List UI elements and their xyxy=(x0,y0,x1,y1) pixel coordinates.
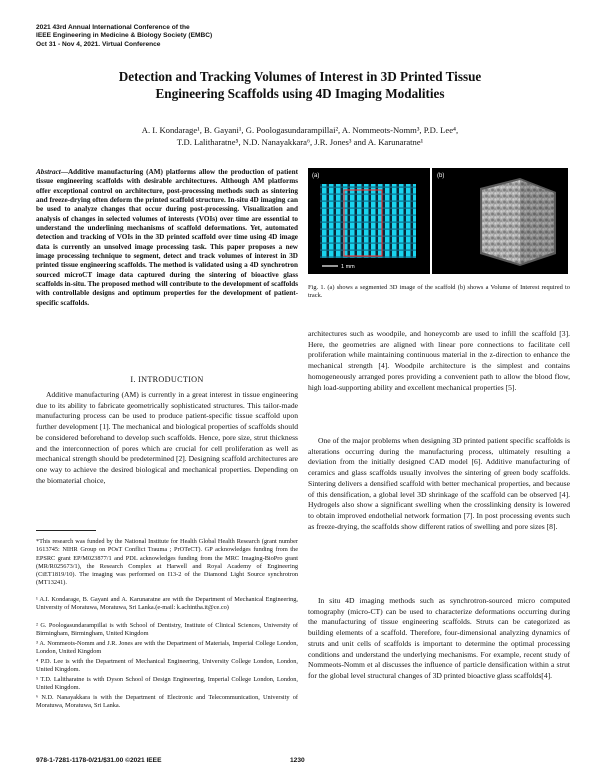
footnote-1: ¹ A.I. Kondarage, B. Gayani and A. Karunaratne are with the Department of Mechanical Engineering, University of Moratuwa, Moratuwa, Sri Lanka.(e-mail: k.achintha.it@ce.co) xyxy=(36,596,298,612)
panel-a-label: (a) xyxy=(312,173,320,179)
right-column-paragraph-2: One of the major problems when designing 3D printed patient specific scaffolds is alterations occurring during the manufacturing process, ultimately resulting a deviation from the initially designed CAD model [6]. Additive manufacturing of ceramics and glass scaffolds usually involves the sintering of green body scaffolds. Sintering delivers a densified scaffold with better mechanical properties, and because of this densification, a global level 3D shrinkage of the scaffold can be observed [4]. Hydrogels also show a significant swelling when the crosslinking density is lowered to obtain improved endothelial network formation [7]. In post processing events such as freeze-drying, the scaffolds show different ratios of swelling and pore sizes [8]. xyxy=(308,436,570,531)
voi-volume-side-shade xyxy=(520,180,554,264)
authors-line-1: A. I. Kondarage¹, B. Gayani¹, G. Poologasundarampillai², A. Nommeots-Nomm³, P.D. Lee⁴, xyxy=(141,125,459,135)
right-column-paragraph-3: In situ 4D imaging methods such as synchrotron-sourced micro computed tomography (micro-CT) can be used to characterize deformations occurring during the manufacturing of tissue engineering scaffolds. Struts can be categorized as building elements of a scaffold. Therefore, four-dimensional analyzing dynamics of struts and unit cells of scaffolds is important to determine the optimal processing conditions and understand the underlying mechanisms. For example, recent study of Nommeots-Nomm et al discusses the influence of particle densification within a strut for the global level structural changes of 3D printed bioactive glass scaffolds[4]. xyxy=(308,596,570,680)
title-line-2: Engineering Scaffolds using 4D Imaging Modalities xyxy=(155,86,445,101)
footnote-2: ² G. Poologasundarampillai is with School of Dentistry, Institute of Clinical Sciences, University of Birmingham, Birmingham, United Kingdom xyxy=(36,622,298,638)
figure-1 xyxy=(308,168,568,276)
conference-header xyxy=(36,24,212,49)
conference-line-3: Oct 31 - Nov 4, 2021. Virtual Conference xyxy=(36,40,161,48)
segmented-scaffold-image xyxy=(320,184,416,258)
footer-isbn: 978-1-7281-1178-0/21/$31.00 ©2021 IEEE xyxy=(36,757,162,764)
intro-paragraph: Additive manufacturing (AM) is currently in a great interest in tissue engineering due to its ability to fabricate geometrically sophisticated structures. This tailor-made manufacturing process can be used to produce patient-specific tissue scaffold upon further development [1]. The mechanical and biological properties of scaffolds should be considered beforehand to develop such scaffolds. Hence, pore size, strut thickness and the interconnection of pores which are crucial for cell proliferation as well as mechanical strength should be predetermined [2]. Designing scaffold architectures are one way to achieve the desired biological and mechanical properties. Depending on the biomaterial choice, xyxy=(36,390,298,485)
author-list xyxy=(36,124,564,148)
scale-bar-label: 1 mm xyxy=(341,264,355,270)
footnote-rule xyxy=(36,530,96,531)
abstract-text: —Additive manufacturing (AM) platforms allow the production of patient tissue engineering scaffolds with desirable architectures. Although AM platforms offer exceptional control on architecture, post-processing methods such as sintering and freeze-drying often deform the printed scaffold structure. In-situ 4D imaging can be used to analyze changes that occur during post-processing. Visualization and analysis of changes in selected volumes of interests (VOIs) over time are essential to understand the underlining mechanisms of scaffold deformations. Yet, automated detection and tracking of VOIs in the 3D printed scaffold over time using 4D image data is currently an unsolved image processing task. This paper proposes a new image processing technique to segment, detect and track volumes of interest in 3D printed tissue engineering scaffolds. The method is validated using a 4D synchrotron sourced microCT image data captured during the sintering of bioactive glass scaffolds in-situ. The proposed method will contribute to the development of scaffolds with controllable designs and optimum properties for the development of patient-specific scaffolds. xyxy=(36,168,298,307)
section-heading-introduction: I. INTRODUCTION xyxy=(130,375,204,384)
conference-line-2: IEEE Engineering in Medicine & Biology Society (EMBC) xyxy=(36,32,213,40)
page-number: 1230 xyxy=(290,757,305,764)
panel-b-label: (b) xyxy=(437,173,445,179)
title-line-1: Detection and Tracking Volumes of Interest in 3D Printed Tissue xyxy=(118,69,482,84)
conference-line-1: 2021 43rd Annual International Conference of the xyxy=(36,24,190,31)
right-column-paragraph-1: architectures such as woodpile, and honeycomb are used to infill the scaffold [3]. Here, the geometries are aligned with linear pore connections to facilitate cell proliferation while maintaining continuous material in the z-direction to enhance the mechanical strength [4]. Woodpile architecture is the simplest and contains homogeneously arranged pores providing a convenient path to allow the blood flow, high load-supporting ability and excellent mechanical properties [5]. xyxy=(308,329,570,392)
authors-line-2: T.D. Lalitharatne⁵, N.D. Nanayakkara⁶, J.R. Jones³ and A. Karunaratne¹ xyxy=(176,137,424,147)
figure-1-caption: Fig. 1. (a) shows a segmented 3D image of the scaffold (b) shows a Volume of Interest required to track. xyxy=(308,284,570,300)
footnote-3: ³ A. Nommeots-Nomm and J.R. Jones are with the Department of Materials, Imperial College London, London, United Kingdom xyxy=(36,640,298,656)
abstract xyxy=(36,168,298,308)
footnote-funding: *This research was funded by the National Institute for Health Global Health Research (grant number 1613745: NIHR Group on POsT Conflict Trauma ; PrOTeCT). GP acknowledges funding from the EPSRC grant EP/M023877/1 and PDL acknowledges funding from the MRC Imaging-BioPro grant (MR/R025673/1), the Research Complex at Harwell and Royal Academy of Engineering (CiET1819/10). The imaging was performed on I13-2 of the Diamond Light Source synchrotron (MT13241). xyxy=(36,538,298,587)
footnote-4: ⁴ P.D. Lee is with the Department of Mechanical Engineering, University College London, London, United Kingdom. xyxy=(36,658,298,674)
abstract-lead: Abstract xyxy=(36,168,61,176)
footnote-6: ⁶ N.D. Nanayakkara is with the Department of Electronic and Telecommunication, University of Moratuwa, Moratuwa, Sri Lanka. xyxy=(36,694,298,710)
figure-1-image xyxy=(308,168,568,276)
paper-title xyxy=(36,68,564,102)
footnote-5: ⁵ T.D. Lalitharatne is with Dyson School of Design Engineering, Imperial College London, London, United Kingdom. xyxy=(36,676,298,692)
